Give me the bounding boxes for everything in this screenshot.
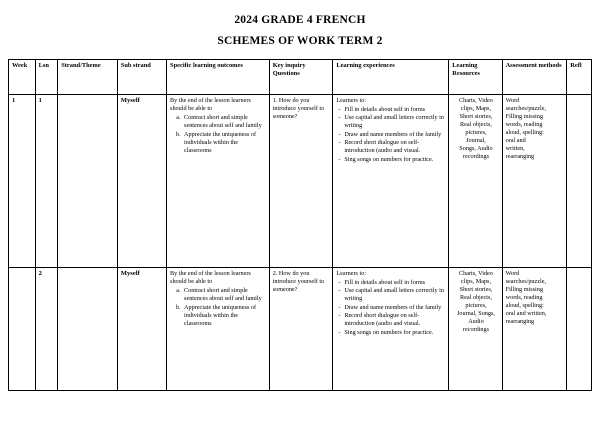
cell-lsn: 2 xyxy=(35,268,58,391)
header-learning-resources: Learning Resources xyxy=(449,60,502,95)
cell-reflection xyxy=(567,95,592,268)
cell-week xyxy=(9,268,36,391)
assessment-line: written, xyxy=(505,144,525,152)
list-item: - Record short dialogue on self-introduction (audio and visual. xyxy=(344,312,446,328)
cell-key-inquiry-questions xyxy=(269,95,333,268)
cell-learning-experiences xyxy=(333,95,449,268)
resource-line: clips, Maps, xyxy=(460,104,491,112)
resource-line: recordings xyxy=(462,325,490,333)
outcomes-lead: By the end of the lesson learners should be able to xyxy=(170,97,251,112)
cell-sub-strand: Myself xyxy=(117,268,166,391)
cell-strand-theme xyxy=(58,95,118,268)
list-item: a. Contract short and simple sentences about self and family xyxy=(182,114,267,130)
resource-line: Audio xyxy=(468,317,484,325)
cell-week: 1 xyxy=(9,95,36,268)
assessment-line: oral and written, xyxy=(505,309,547,317)
header-specific-learning-outcomes: Specific learning outcomes xyxy=(167,60,270,95)
cell-assessment-methods xyxy=(502,268,567,391)
cell-learning-resources xyxy=(449,268,502,391)
resource-line: Charts, Video xyxy=(459,270,493,277)
outcomes-list xyxy=(170,287,267,328)
list-item: b. Appreciate the uniqueness of individuals within the classrooms xyxy=(182,131,267,155)
page-subtitle: SCHEMES OF WORK TERM 2 xyxy=(217,35,383,47)
list-item: - Sing songs on numbers for practice. xyxy=(344,156,446,164)
experiences-lead: Learners to: xyxy=(336,270,367,277)
list-item: - Use capital and small letters correctly in writing xyxy=(344,287,446,303)
cell-reflection xyxy=(567,268,592,391)
resource-line: pictures, xyxy=(465,128,487,136)
assessment-line: searches/puzzle, xyxy=(505,104,547,112)
header-learning-experiences: Learning experiences xyxy=(333,60,449,95)
cell-specific-learning-outcomes xyxy=(167,95,270,268)
list-item: b. Appreciate the uniqueness of individuals within the classrooms xyxy=(182,304,267,328)
experiences-list xyxy=(336,106,446,164)
assessment-line: aloud, spelling: xyxy=(505,301,544,309)
cell-assessment-methods xyxy=(502,95,567,268)
assessment-line: words, reading xyxy=(505,120,543,128)
cell-sub-strand: Myself xyxy=(117,95,166,268)
outcomes-lead: By the end of the lesson learners should be able to xyxy=(170,270,251,285)
outcomes-list xyxy=(170,114,267,155)
assessment-line: rearranging xyxy=(505,317,535,325)
resource-line: Journal, xyxy=(466,136,486,144)
header-reflection: Refl xyxy=(567,60,592,95)
assessment-line: aloud, spelling: xyxy=(505,128,544,136)
key-question-number: 1. xyxy=(272,97,278,104)
assessment-line: Word xyxy=(505,97,520,104)
list-item: a. Contract short and simple sentences about self and family xyxy=(182,287,267,303)
cell-strand-theme xyxy=(58,268,118,391)
experiences-lead: Learners to: xyxy=(336,97,367,104)
resource-line: Short stories, xyxy=(459,285,493,293)
cell-specific-learning-outcomes xyxy=(167,268,270,391)
list-item: - Record short dialogue on self-introduction (audio and visual. xyxy=(344,139,446,155)
resource-line: Journal, Songs, xyxy=(456,309,495,317)
page-title: 2024 GRADE 4 FRENCH xyxy=(234,14,366,26)
resource-line: Real objects, xyxy=(459,120,492,128)
assessment-line: words, reading xyxy=(505,293,543,301)
table-row xyxy=(9,268,592,391)
assessment-line: Filling missing xyxy=(505,112,543,120)
cell-key-inquiry-questions xyxy=(269,268,333,391)
key-question-number: 2. xyxy=(272,270,278,277)
header-sub-strand: Sub strand xyxy=(117,60,166,95)
list-item: - Fill in details about self in forms xyxy=(344,106,446,114)
list-item: - Draw and name members of the family xyxy=(344,131,446,139)
assessment-line: Word xyxy=(505,270,520,277)
header-strand-theme: Strand/Theme xyxy=(58,60,118,95)
list-item: - Sing songs on numbers for practice. xyxy=(344,329,446,337)
cell-learning-resources xyxy=(449,95,502,268)
resource-line: clips, Maps, xyxy=(460,277,491,285)
list-item: - Fill in details about self in forms xyxy=(344,279,446,287)
table-row xyxy=(9,95,592,268)
header-assessment-methods: Assessment methods xyxy=(502,60,567,95)
list-item: - Draw and name members of the family xyxy=(344,304,446,312)
resource-line: pictures, xyxy=(465,301,487,309)
assessment-line: Filling missing xyxy=(505,285,543,293)
key-question-text: How do you introduce yourself to someone? xyxy=(272,97,325,120)
cell-lsn: 1 xyxy=(35,95,58,268)
header-key-inquiry-questions: Key inquiry Questions xyxy=(269,60,333,95)
table-header-row xyxy=(9,60,592,95)
key-question-text: How do you introduce yourself to someone? xyxy=(272,270,325,293)
header-week: Week xyxy=(9,60,36,95)
resource-line: Short stories, xyxy=(459,112,493,120)
resource-line: Real objects, xyxy=(459,293,492,301)
assessment-line: oral and xyxy=(505,136,526,144)
header-lsn: Lsn xyxy=(35,60,58,95)
schemes-of-work-table xyxy=(8,59,592,391)
resource-line: Songs, Audio xyxy=(459,144,493,152)
assessment-line: searches/puzzle, xyxy=(505,277,547,285)
list-item: - Use capital and small letters correctly in writing xyxy=(344,114,446,130)
assessment-line: rearranging xyxy=(505,152,535,160)
experiences-list xyxy=(336,279,446,337)
cell-learning-experiences xyxy=(333,268,449,391)
resource-line: recordings xyxy=(462,152,490,160)
resource-line: Charts, Video xyxy=(459,97,493,104)
